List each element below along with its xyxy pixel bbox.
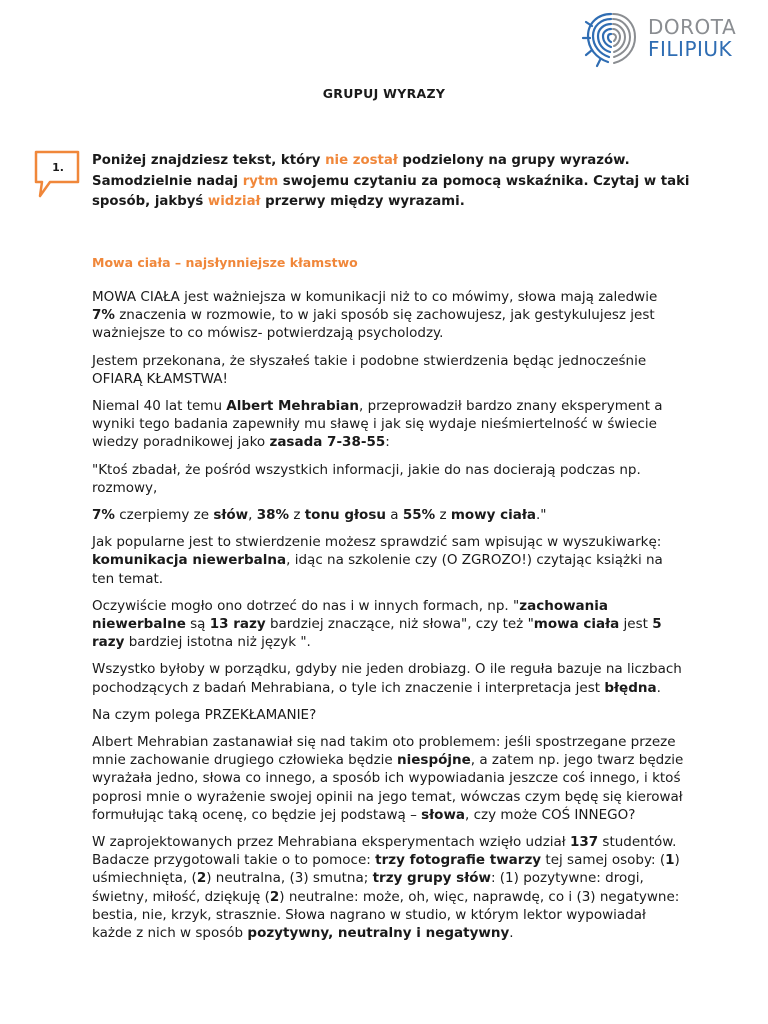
instruction-part: Poniżej znajdziesz tekst, który (92, 153, 326, 168)
instruction-highlight: widział (207, 194, 261, 209)
page-title: GRUPUJ WYRAZY (322, 86, 446, 101)
brand-name (648, 16, 736, 60)
paragraph-7: Oczywiście mogło ono dotrzeć do nas i w innych formach, np. "zachowania niewerbalne są 13 razy bardziej znaczące, niż słowa", czy też "mowa ciała jest 5 razy bardziej istotna niż język ". (92, 597, 662, 651)
paragraph-2: Jestem przekonana, że słyszałeś takie i podobne stwierdzenia będąc jednocześnie OFIARĄ KŁAMSTWA! (92, 352, 647, 387)
paragraph-4-quote: "Ktoś zbadał, że pośród wszystkich informacji, jakie do nas docierają podczas np. rozmowy, (92, 461, 641, 496)
brand-name-line1: DOROTA (648, 15, 737, 39)
instruction-part: przerwy między wyrazami. (260, 194, 465, 209)
instruction-part: swojemu czytaniu za pomocą wskaźnika. Czytaj w taki sposób, jakbyś (92, 173, 690, 209)
paragraph-3: Niemal 40 lat temu Albert Mehrabian, przeprowadził bardzo znany eksperyment a wyniki tego badania zapewniły mu sławę i jak się wydaje nieśmiertelność w świecie wiedzy poradnikowej jako zasada 7-38-55: (92, 398, 663, 451)
brand-logo (580, 8, 760, 70)
brand-name-line2: FILIPIUK (648, 37, 733, 61)
paragraph-10: Albert Mehrabian zastanawiał się nad takim oto problemem: jeśli spostrzegane przeze mnie zachowanie drugiego człowieka będzie niespójne, a zatem np. jego twarz będzie wyrażała jedno, słowa co innego, a sposób ich wypowiadania jeszcze coś innego, i ktoś poprosi mnie o wyrażenie swojej opinii na jego temat, wówczas czym będę się kierował formułując taką ocenę, co będzie jej podstawą – słowa, czy może COŚ INNEGO? (92, 734, 684, 823)
paragraph-1: MOWA CIAŁA jest ważniejsza w komunikacji niż to co mówimy, słowa mają zaledwie 7% znaczenia w rozmowie, to w jaki sposób się zachowujesz, jak gestykulujesz jest ważniejsze to co mówisz- potwierdzają psycholodzy. (92, 289, 658, 342)
instruction-highlight: rytm (242, 173, 279, 189)
instruction-text (92, 151, 702, 213)
paragraph-8: Wszystko byłoby w porządku, gdyby nie jeden drobiazg. O ile reguła bazuje na liczbach pochodzących z badań Mehrabiana, o tyle ich znaczenie i interpretacja jest błędna. (92, 661, 682, 696)
section-heading: Mowa ciała – najsłynniejsze kłamstwo (92, 255, 358, 270)
brain-fingerprint-icon (580, 8, 642, 70)
article-body (92, 288, 684, 951)
paragraph-6: Jak popularne jest to stwierdzenie możesz sprawdzić sam wpisując w wyszukiwarkę: komunikacja niewerbalna, idąc na szkolenie czy (O ZGROZO!) czytając książki na ten temat. (92, 534, 663, 587)
paragraph-9: Na czym polega PRZEKŁAMANIE? (92, 706, 317, 723)
speech-bubble-icon (34, 150, 90, 206)
exercise-number: 1. (52, 161, 64, 174)
instruction-highlight: nie został (325, 153, 398, 168)
instruction-part: podzielony na grupy wyrazów. Samodzielnie nadaj (92, 153, 630, 189)
exercise-badge (34, 150, 90, 206)
paragraph-5-quote: 7% czerpiemy ze słów, 38% z tonu głosu a 55% z mowy ciała." (92, 507, 547, 524)
paragraph-11: W zaprojektowanych przez Mehrabiana eksperymentach wzięło udział 137 studentów. Badacze przygotowali takie o to pomoce: trzy fotografie twarzy tej samej osoby: (1) uśmiechnięta, (2) neutralna, (3) smutna; trzy grupy słów: (1) pozytywne: drogi, świetny, miłość, dziękuję (2) neutralne: może, oh, więc, naprawdę, co i (3) negatywne: bestia, nie, krzyk, strasznie. Słowa nagrano w studio, w którym lektor wypowiadał każde z nich w sposób pozytywny, neutralny i negatywny. (92, 834, 680, 942)
